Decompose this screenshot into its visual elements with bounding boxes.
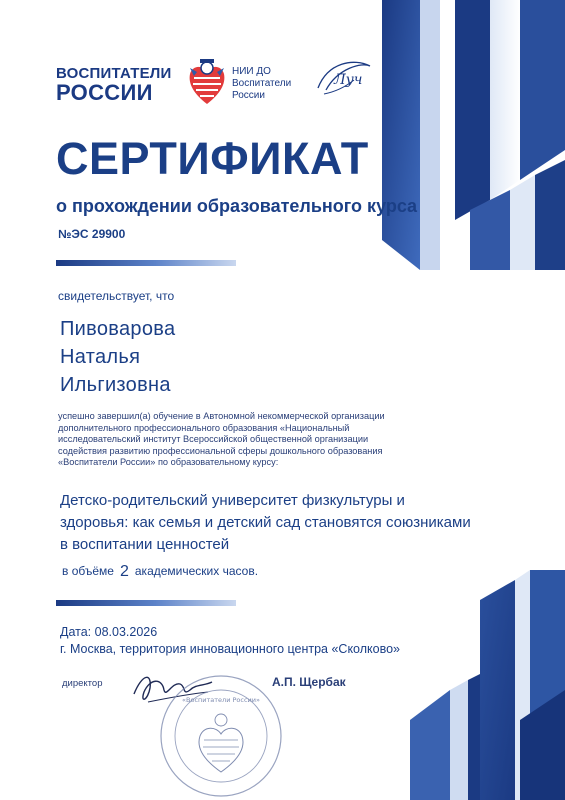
- director-label: директор: [62, 678, 103, 689]
- decor-bottom-right: [410, 570, 565, 800]
- statement-line: содействия развитию профессиональной сферы дошкольного образования: [58, 445, 383, 456]
- luch-logo-icon: [314, 58, 376, 102]
- nii-line-1: НИИ ДО: [232, 66, 271, 77]
- signer-name: А.П. Щербак: [272, 675, 346, 689]
- stamp-text: «Воспитатели России»: [182, 696, 260, 704]
- hours-prefix: в объёме: [62, 564, 114, 578]
- course-title: [60, 490, 480, 556]
- certificate-title: СЕРТИФИКАТ: [56, 133, 369, 184]
- nii-do-logo-text: [232, 66, 291, 102]
- logo-line-1: ВОСПИТАТЕЛИ: [56, 65, 172, 82]
- vospitateli-rossii-logo: [56, 66, 172, 104]
- luch-logo-text: Луч: [334, 72, 363, 88]
- hours-suffix: академических часов.: [134, 564, 259, 578]
- issue-place: г. Москва, территория инновационного центра «Сколково»: [60, 642, 400, 656]
- decor-top-right: [360, 0, 565, 270]
- course-line: Детско-родительский университет физкультуры и: [60, 492, 405, 509]
- hours-value: 2: [119, 563, 129, 580]
- recipient-first-name: Наталья: [60, 346, 141, 368]
- divider-top: [56, 260, 236, 266]
- statement-line: успешно завершил(а) обучение в Автономной некоммерческой организации: [58, 411, 385, 421]
- divider-bottom: [56, 600, 236, 606]
- nii-line-2: Воспитатели: [232, 78, 292, 89]
- issue-date: Дата: 08.03.2026: [60, 625, 158, 639]
- course-line: здоровья: как семья и детский сад становятся союзниками: [60, 514, 471, 531]
- statement-line: «Воспитатели России» по образовательному курсу:: [58, 457, 279, 467]
- course-hours: [62, 562, 258, 580]
- completion-statement: [58, 411, 458, 469]
- nii-do-emblem-icon: [186, 56, 228, 106]
- recipient-patronymic: Ильгизовна: [60, 374, 171, 396]
- certificate-subtitle: о прохождении образовательного курса: [56, 196, 418, 216]
- recipient-surname: Пивоварова: [60, 318, 176, 340]
- certificate-number: №ЭС 29900: [58, 227, 126, 241]
- logo-line-2: РОССИИ: [56, 80, 153, 105]
- statement-line: дополнительного профессионального образования «Национальный: [58, 422, 350, 433]
- organization-stamp-icon: [156, 672, 286, 800]
- certifies-text: свидетельствует, что: [58, 289, 175, 303]
- statement-line: исследовательский институт Всероссийской общественной организации: [58, 434, 369, 444]
- nii-line-3: России: [232, 90, 265, 101]
- course-line: в воспитании ценностей: [60, 536, 230, 553]
